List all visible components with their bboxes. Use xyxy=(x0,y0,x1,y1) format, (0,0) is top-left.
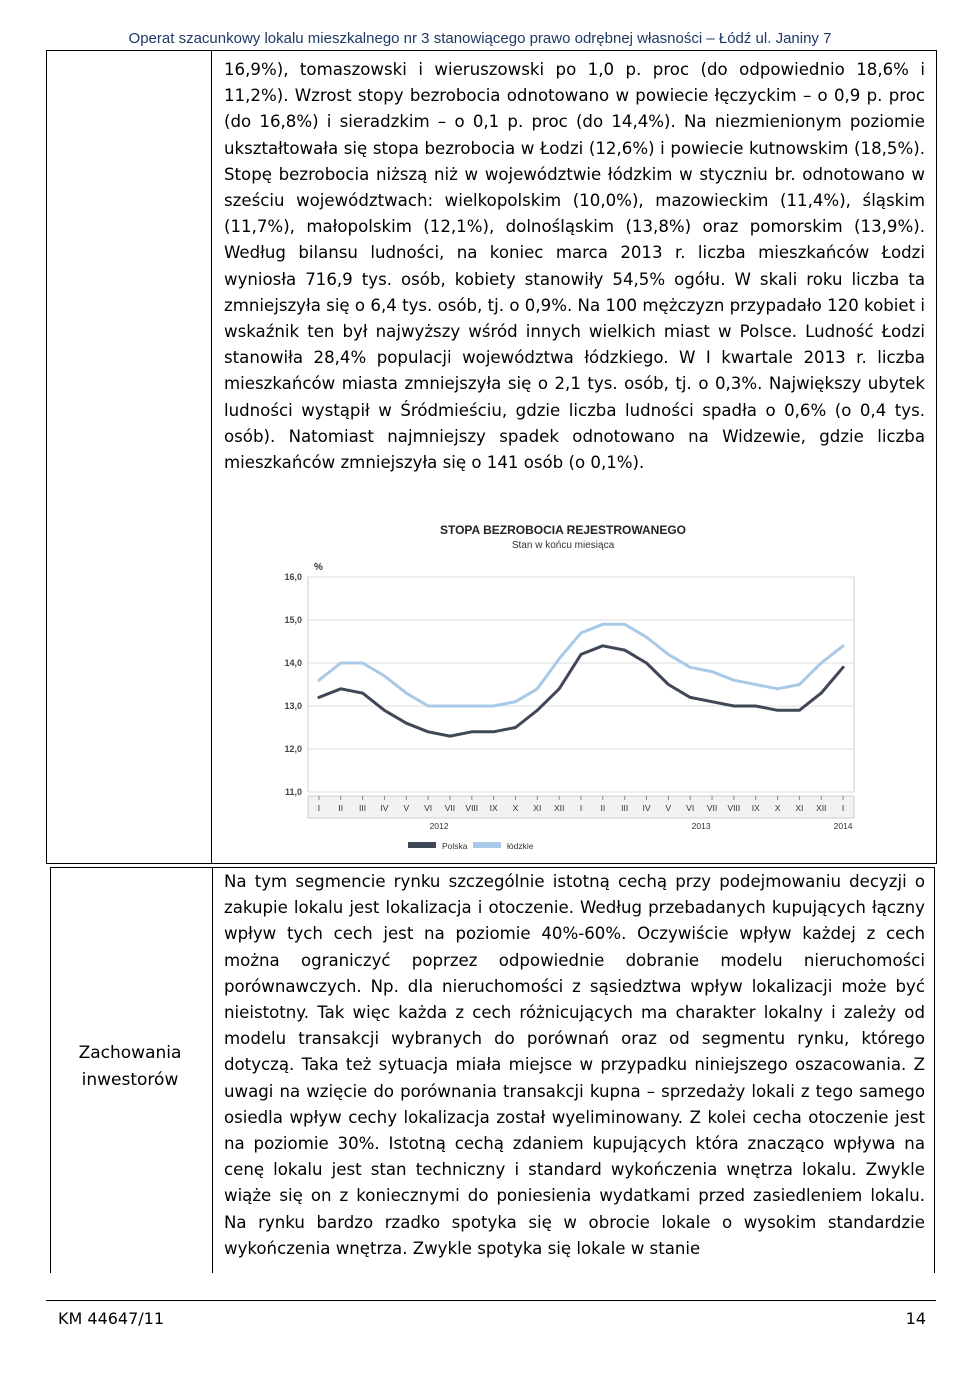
row-label: Zachowania inwestorów xyxy=(78,1043,182,1090)
chart-title: STOPA BEZROBOCIA REJESTROWANEGO xyxy=(439,523,687,537)
year-label: 2012 xyxy=(429,821,449,831)
table-border-col xyxy=(211,50,212,863)
x-tick-label: III xyxy=(359,803,367,813)
table-row-divider xyxy=(46,863,937,864)
year-label: 2013 xyxy=(691,821,711,831)
x-tick-label: VIII xyxy=(465,803,479,813)
document-header: Operat szacunkowy lokalu mieszkalnego nr 3 stanowiącego prawo odrębnej własności – Łódź ul. Janiny 7 xyxy=(128,30,832,47)
x-tick-label: I xyxy=(579,803,583,813)
y-tick-label: 13,0 xyxy=(284,701,302,711)
table2-border-top xyxy=(50,867,935,868)
chart-subtitle: Stan w końcu miesiąca xyxy=(511,540,615,551)
footer-doc-number: KM 44647/11 xyxy=(58,1309,165,1328)
x-tick-label: I xyxy=(841,803,845,813)
x-tick-label: IX xyxy=(751,803,760,813)
investor-paragraph xyxy=(224,869,925,1262)
x-tick-label: XI xyxy=(533,803,542,813)
chart-legend xyxy=(408,841,534,851)
x-tick-label: V xyxy=(403,803,410,813)
x-tick-label: X xyxy=(774,803,781,813)
market-paragraph xyxy=(224,57,925,476)
page-number: 14 xyxy=(905,1309,926,1328)
y-tick-label: 12,0 xyxy=(284,744,302,754)
chart-ylabel: % xyxy=(314,562,323,573)
unemployment-chart xyxy=(258,512,868,857)
chart-x-axis xyxy=(308,796,854,831)
legend-label: łódzkie xyxy=(507,841,534,851)
x-tick-label: VI xyxy=(424,803,433,813)
chart-grid xyxy=(284,572,854,797)
paragraph-text: Na tym segmencie rynku szczególnie istotną cechą przy podejmowaniu decyzji o zakupie lokalu jest lokalizacja i otoczenie. Według przebadanych kupujących łączny wpływ tych cech jest na poziomie 40%-60%. Oczywiście wpływ każdej z cech można ograniczyć poprzez odpowiednie dobranie modelu nieruchomości porównawczych. Np. dla nieruchomości z sąsiedztwa wpływ lokalizacji może być nieistotny. Tak więc każda z cech różnicujących ma charakter lokalny i zależy od modelu transakcji wybranych do porównań oraz od segmentu rynku, którego dotyczą. Taka też sytuacja miała miejsce w przypadku niniejszego oszacowania. Z uwagi na wzięcie do porównania transakcji kupna – sprzedaży lokali z tego samego osiedla wpływ cechy lokalizacja został wyeliminowany. Z kolei cecha otoczenie jest na poziomie 30%. Istotną cechą zdaniem kupujących która znacząco wpływa na cenę lokalu jest stan techniczny i standard wykończenia wnętrza lokalu. Zwykle wiąże się on z koniecznymi do poniesienia wydatkami przed zasiedleniem lokalu. Na rynku bardzo rzadko spotyka się w obrocie lokale o wysokim standardzie wykończenia wnętrza. Zwykle spotyka się lokale w stanie xyxy=(224,872,925,1258)
y-tick-label: 16,0 xyxy=(284,572,302,582)
legend-swatch xyxy=(473,842,501,848)
y-tick-label: 11,0 xyxy=(284,787,302,797)
chart-svg xyxy=(258,512,868,857)
paragraph-text: 16,9%), tomaszowski i wieruszowski po 1,0 p. proc (do odpowiednio 18,6% i 11,2%). Wzrost stopy bezrobocia odnotowano w powiecie łęczyckim – o 0,9 p. proc (do 16,8%) i sieradzkim – o 0,1 p. proc (do 14,4%). Na niezmienionym poziomie ukształtowała się stopa bezrobocia w Łodzi (12,6%) i powiecie kutnowskim (18,5%). Stopę bezrobocia niższą niż w województwie łódzkim w styczniu br. odnotowano w sześciu województwach: wielkopolskim (10,0%), mazowieckim (11,4%), śląskim (11,7%), małopolskim (12,1%), dolnośląskim (13,8%) oraz pomorskim (13,9%). Według bilansu ludności, na koniec marca 2013 r. liczba mieszkańców Łodzi wyniosła 716,9 tys. osób, kobiety stanowiły 54,5% ogółu. W skali roku liczba ta zmniejszyła się o 6,4 tys. osób, tj. o 0,9%. Na 100 mężczyzn przypadało 120 kobiet i wskaźnik ten był najwyższy wśród innych wielkich miast w Polsce. Ludność Łodzi stanowiła 28,4% populacji województwa łódzkiego. W I kwartale 2013 r. liczba mieszkańców miasta zmniejszyła się o 2,1 tys. osób, tj. o 0,3%. Największy ubytek ludności wystąpił w Śródmieściu, gdzie liczba ludności spadła o 0,6% (o 0,4 tys. osób). Natomiast najmniejszy spadek odnotowano na Widzewie, gdzie liczba mieszkańców zmniejszyła się o 141 osób (o 0,1%). xyxy=(224,60,925,473)
x-tick-label: IX xyxy=(489,803,498,813)
year-label: 2014 xyxy=(833,821,853,831)
x-tick-label: VII xyxy=(444,803,456,813)
table-border-left xyxy=(46,50,47,863)
legend-swatch xyxy=(408,842,436,848)
x-tick-label: I xyxy=(317,803,321,813)
x-tick-label: II xyxy=(600,803,606,813)
x-tick-label: IV xyxy=(380,803,389,813)
table-border-right xyxy=(936,50,937,863)
legend-label: Polska xyxy=(442,841,468,851)
footer-divider xyxy=(46,1300,936,1301)
x-tick-label: VIII xyxy=(727,803,741,813)
table2-border-col xyxy=(212,867,213,1273)
x-tick-label: XI xyxy=(795,803,804,813)
x-tick-label: II xyxy=(338,803,344,813)
table2-border-right xyxy=(934,867,935,1273)
x-tick-label: XII xyxy=(816,803,827,813)
x-tick-label: XII xyxy=(553,803,565,813)
y-tick-label: 15,0 xyxy=(284,615,302,625)
x-tick-label: VII xyxy=(706,803,718,813)
x-tick-label: X xyxy=(512,803,519,813)
x-tick-label: V xyxy=(665,803,672,813)
y-tick-label: 14,0 xyxy=(284,658,302,668)
header-divider xyxy=(46,50,936,51)
plot-area xyxy=(308,577,854,792)
x-tick-label: IV xyxy=(642,803,651,813)
x-tick-label: VI xyxy=(686,803,695,813)
x-tick-label: III xyxy=(621,803,629,813)
